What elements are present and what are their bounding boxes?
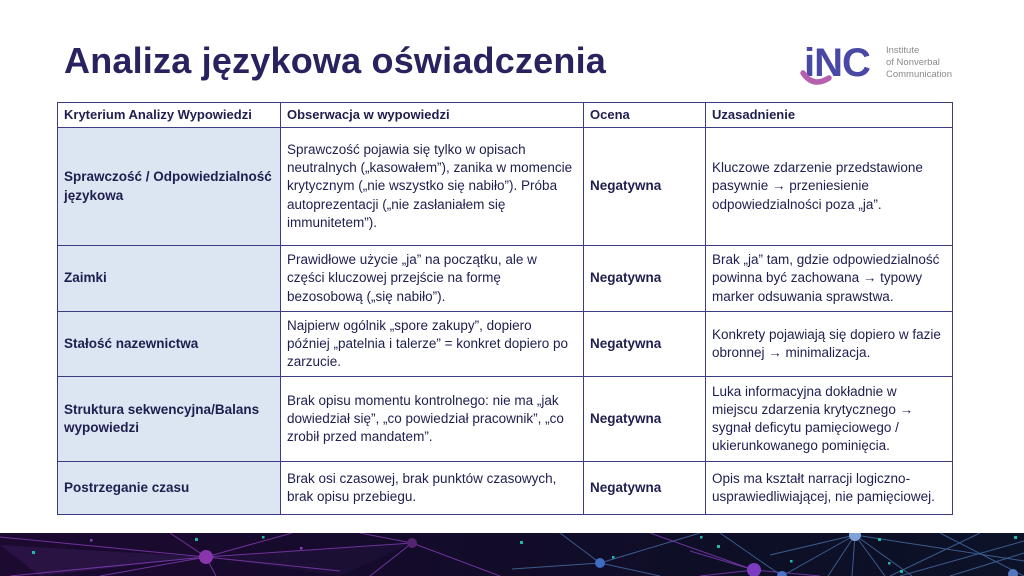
assessment-cell: Negatywna [584, 246, 706, 312]
observation-cell: Sprawczość pojawia się tylko w opisach neutralnych („kasowałem”), zanika w momencie krytycznym („nie wszystko się nabiło”). Próba autoprezentacji („nie zasłaniałem się immunitetem”). [281, 128, 584, 246]
assessment-cell: Negatywna [584, 462, 706, 515]
justification-cell: Brak „ja” tam, gdzie odpowiedzialność powinna być zachowana → typowy marker odsuwania sprawstwa. [706, 246, 953, 312]
inc-logo-graphic [798, 36, 963, 90]
observation-cell: Prawidłowe użycie „ja” na początku, ale w części kluczowej przejście na formę bezosobową („się nabiło”). [281, 246, 584, 312]
assessment-cell: Negatywna [584, 312, 706, 377]
analysis-table [57, 102, 953, 515]
observation-cell: Brak osi czasowej, brak punktów czasowych, brak opisu przebiegu. [281, 462, 584, 515]
table-header-row [58, 103, 953, 128]
criterion-cell: Struktura sekwencyjna/Balans wypowiedzi [58, 377, 281, 462]
footer-network-decoration [0, 533, 1024, 576]
criterion-cell: Stałość nazewnictwa [58, 312, 281, 377]
criterion-cell: Zaimki [58, 246, 281, 312]
justification-cell: Luka informacyjna dokładnie w miejscu zdarzenia krytycznego → sygnał deficytu pamięciowego / ukierunkowanego pominięcia. [706, 377, 953, 462]
column-header-observation: Obserwacja w wypowiedzi [281, 103, 584, 128]
network-graphic [0, 533, 1024, 576]
justification-cell: Kluczowe zdarzenie przedstawione pasywnie → przeniesienie odpowiedzialności poza „ja”. [706, 128, 953, 246]
table-row [58, 462, 953, 515]
observation-cell: Najpierw ogólnik „spore zakupy”, dopiero później „patelnia i talerze” = konkret dopiero po zarzucie. [281, 312, 584, 377]
assessment-cell: Negatywna [584, 377, 706, 462]
logo-tagline-line-2: of Nonverbal [886, 57, 940, 68]
criterion-cell: Postrzeganie czasu [58, 462, 281, 515]
logo-tagline-line-1: Institute [886, 45, 920, 56]
assessment-cell: Negatywna [584, 128, 706, 246]
column-header-criterion: Kryterium Analizy Wypowiedzi [58, 103, 281, 128]
criterion-cell: Sprawczość / Odpowiedzialność językowa [58, 128, 281, 246]
justification-cell: Opis ma kształt narracji logiczno-usprawiedliwiającej, nie pamięciowej. [706, 462, 953, 515]
table-row [58, 246, 953, 312]
logo-tagline-line-3: Communication [886, 69, 952, 80]
column-header-justification: Uzasadnienie [706, 103, 953, 128]
justification-cell: Konkrety pojawiają się dopiero w fazie obronnej → minimalizacja. [706, 312, 953, 377]
inc-logo [798, 36, 963, 90]
observation-cell: Brak opisu momentu kontrolnego: nie ma „jak dowiedział się”, „co powiedział pracownik”, „co zrobił przed mandatem”. [281, 377, 584, 462]
column-header-assessment: Ocena [584, 103, 706, 128]
table-row [58, 128, 953, 246]
logo-acronym: iNC [804, 41, 870, 85]
page-title: Analiza językowa oświadczenia [64, 40, 607, 81]
table-row [58, 312, 953, 377]
table-row [58, 377, 953, 462]
